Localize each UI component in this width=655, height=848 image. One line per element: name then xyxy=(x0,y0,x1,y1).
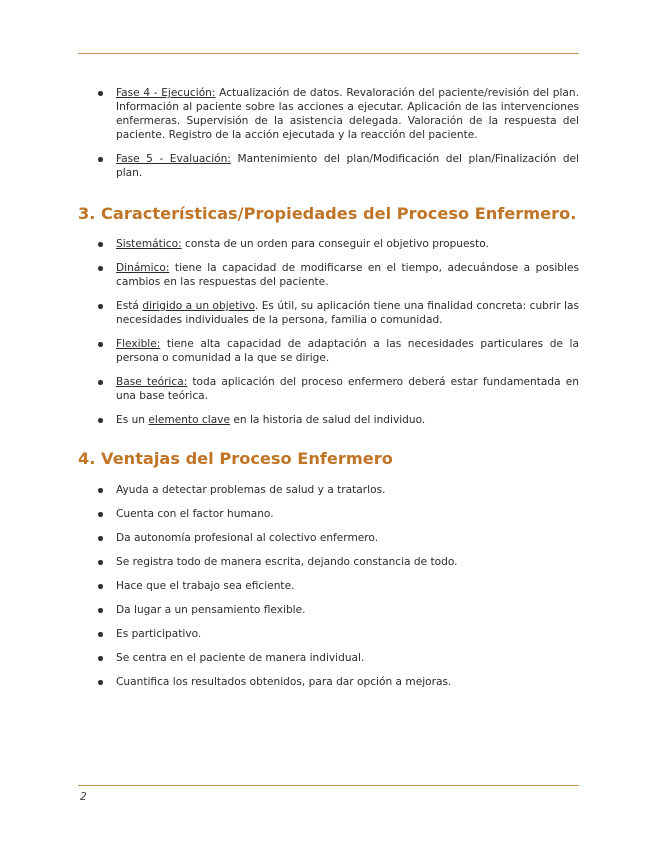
item-text: . Es útil, su aplicación tiene una finalidad concreta: cubrir las necesidades individuales de la persona, familia o comunidad. xyxy=(116,300,579,326)
list-item: Da lugar a un pensamiento flexible. xyxy=(78,603,579,617)
item-text: Es un xyxy=(116,414,149,426)
list-item: Hace que el trabajo sea eficiente. xyxy=(78,579,579,593)
term: dirigido a un objetivo xyxy=(142,300,255,312)
term: Dinámico: xyxy=(116,262,170,274)
term: Sistemático: xyxy=(116,238,182,250)
list-item: Da autonomía profesional al colectivo enfermero. xyxy=(78,531,579,545)
phase-text: Mantenimiento del plan/Modificación del plan/Finalización del plan. xyxy=(116,153,580,179)
item-text: consta de un orden para conseguir el objetivo propuesto. xyxy=(181,238,489,250)
list-item: Se centra en el paciente de manera individual. xyxy=(78,651,579,665)
footer-rule xyxy=(78,785,579,786)
term: elemento clave xyxy=(148,414,230,426)
term: Base teórica: xyxy=(116,376,188,388)
list-item xyxy=(78,152,579,180)
section-heading: 3. Características/Propiedades del Proceso Enfermero. xyxy=(78,204,577,223)
item-text: tiene alta capacidad de adaptación a las necesidades particulares de la persona o comunidad a la que se dirige. xyxy=(116,338,579,364)
item-text: toda aplicación del proceso enfermero deberá estar fundamentada en una base teórica. xyxy=(116,376,579,402)
document-body xyxy=(78,86,579,699)
list-item xyxy=(78,413,579,427)
list-item xyxy=(78,375,579,403)
list-item xyxy=(78,337,579,365)
list-item: Cuantifica los resultados obtenidos, para dar opción a mejoras. xyxy=(78,675,579,689)
item-text: en la historia de salud del individuo. xyxy=(229,414,426,426)
advantages-list xyxy=(78,483,579,689)
term: Flexible: xyxy=(116,338,161,350)
phase-label: Fase 4 - Ejecución: xyxy=(116,87,216,99)
item-text: tiene la capacidad de modificarse en el tiempo, adecuándose a posibles cambios en las respuestas del paciente. xyxy=(116,262,579,288)
section-heading: 4. Ventajas del Proceso Enfermero xyxy=(78,449,393,468)
list-item xyxy=(78,299,579,327)
characteristics-list xyxy=(78,237,579,427)
phase-label: Fase 5 - Evaluación: xyxy=(116,153,231,165)
item-text: Está xyxy=(116,300,143,312)
list-item: Ayuda a detectar problemas de salud y a tratarlos. xyxy=(78,483,579,497)
page-number: 2 xyxy=(80,791,87,803)
list-item: Es participativo. xyxy=(78,627,579,641)
list-item xyxy=(78,237,579,251)
list-item xyxy=(78,86,579,142)
list-item: Se registra todo de manera escrita, dejando constancia de todo. xyxy=(78,555,579,569)
phase-text: Actualización de datos. Revaloración del paciente/revisión del plan. Información al paciente sobre las acciones a ejecutar. Aplicación de las intervenciones enfermeras. Supervisión de la asistencia delegada. Valoración de la respuesta del paciente. Registro de la acción ejecutada y la reacción del paciente. xyxy=(116,87,580,141)
list-item: Cuenta con el factor humano. xyxy=(78,507,579,521)
list-item xyxy=(78,261,579,289)
header-rule xyxy=(78,53,579,54)
phases-list xyxy=(78,86,579,180)
